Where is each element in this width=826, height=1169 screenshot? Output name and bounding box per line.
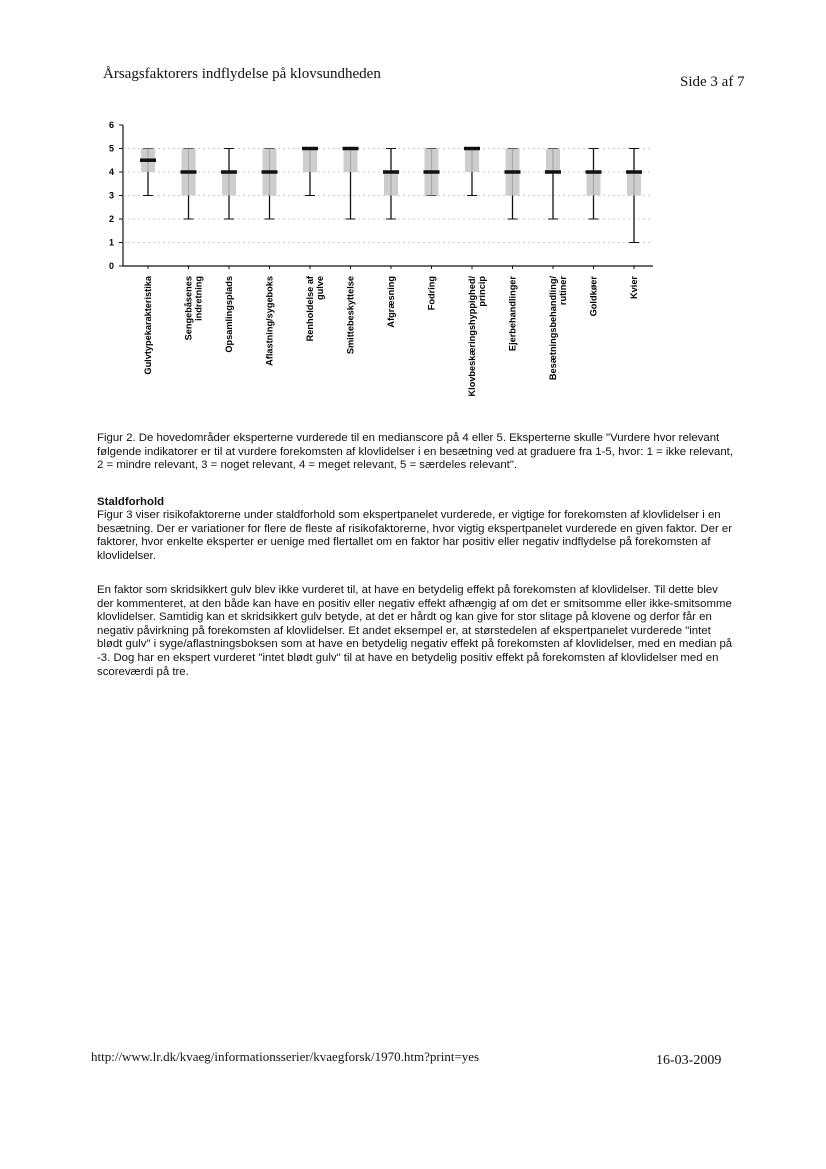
- x-tick-label: [548, 276, 568, 381]
- boxplot-chart: [95, 115, 675, 425]
- x-tick-label: [427, 276, 437, 310]
- box-group: [221, 149, 237, 220]
- x-tick-label-line: Smittebeskyttelse: [345, 276, 356, 355]
- x-tick-label: [305, 275, 325, 341]
- box-group: [464, 149, 480, 196]
- x-tick-label-line: Fodring: [426, 276, 437, 311]
- x-tick-label-line: Klovbeskæringshyppighed/: [467, 276, 477, 397]
- x-tick-label: [265, 276, 275, 366]
- page-number: Side 3 af 7: [680, 74, 745, 90]
- figure-caption: Figur 2. De hovedområder eksperterne vurderede til en medianscore på 4 eller 5. Eksperterne skulle "Vurdere hvor relevant følgende indikatorer er til at vurdere forekomsten af klovlidelser i en besætning ved at graduere fra 1-5, hvor: 1 = ikke relevant, 2 = mindre relevant, 3 = noget relevant, 4 = meget relevant, 5 = særdeles relevant".: [97, 432, 733, 472]
- footer-url: http://www.lr.dk/kvaeg/informationsserier/kvaegforsk/1970.htm?print=yes: [91, 1049, 480, 1064]
- box-group: [383, 149, 399, 220]
- x-tick-label-line: gulve: [315, 276, 325, 300]
- x-tick-label-line: Opsamlingsplads: [224, 276, 234, 353]
- footer-date: 16-03-2009: [656, 1053, 722, 1068]
- box-group: [505, 149, 521, 220]
- box-group: [424, 149, 440, 196]
- x-tick-label-line: Sengebåsenes: [183, 276, 194, 341]
- x-tick-label: [629, 276, 639, 299]
- x-tick-label: [346, 276, 356, 354]
- x-tick-label: [386, 276, 396, 328]
- x-tick-label-line: princip: [477, 276, 487, 307]
- box-group: [586, 149, 602, 220]
- x-tick-label-line: Kvier: [629, 276, 639, 299]
- paragraph-2: En faktor som skridsikkert gulv blev ikke vurderet til, at have en betydelig effekt på forekomsten af klovlidelser. Til dette blev der kommenteret, at den både kan have en positiv eller negativ effekt afhængig af om det er smitsomme eller ikke-smitsomme klovlidelser. Samtidig kan et skridsikkert gulv betyde, at det er hårdt og kan give for stor slitage på klovene og derfor får en negativ påvirkning på forekomsten af klovlidelser. Et andet eksempel er, at størstedelen af ekspertpanelet vurderede "intet blødt gulv" i syge/aflastningsboksen som at have en betydelig negativ effekt på forekomsten af klovlidelser, med en median på -3. Dog har en ekspert vurderet "intet blødt gulv" til at have en betydelig positiv effekt på forekomsten af klovlidelser med en scoreværdi på tre.: [97, 584, 733, 678]
- x-tick-label-line: rutiner: [558, 276, 568, 306]
- x-tick-label-line: Besætningsbehandling/: [548, 276, 558, 381]
- x-tick-label-line: Aflastning/sygeboks: [264, 276, 275, 366]
- document-title: Årsagsfaktorers indflydelse på klovsundheden: [103, 66, 381, 82]
- x-tick-label: [143, 275, 153, 374]
- box-iqr: [546, 149, 560, 173]
- paragraph-1: Figur 3 viser risikofaktorerne under staldforhold som ekspertpanelet vurderede, er vigtige for forekomsten af klovlidelser i en besætning. Der er variationer for flere de fleste af risikofaktorerne, hvor vigtig ekspertpanelet vurderede en given faktor. Der er faktorer, hvor enkelte eksperter er uenige med flertallet om en faktor har positiv eller negativ indflydelse på forekomsten af klovlidelser.: [97, 509, 733, 562]
- box-group: [181, 149, 197, 220]
- chart-category-labels: [143, 275, 639, 396]
- y-tick-label: 3: [108, 190, 114, 201]
- y-tick-label: 1: [108, 237, 114, 248]
- x-tick-label: [508, 276, 518, 351]
- x-tick-label-line: Ejerbehandlinger: [507, 276, 518, 352]
- y-tick-label: 6: [108, 120, 114, 130]
- chart-boxes: [140, 149, 642, 243]
- x-tick-label: [184, 276, 204, 340]
- box-group: [302, 149, 318, 196]
- box-group: [140, 149, 156, 196]
- box-iqr: [344, 149, 358, 173]
- box-group: [262, 149, 278, 220]
- y-tick-label: 5: [108, 143, 114, 154]
- x-tick-label-line: Gulvtypekarakteristika: [143, 276, 153, 375]
- box-iqr: [384, 172, 398, 196]
- y-tick-label: 0: [108, 261, 114, 271]
- section-heading: Staldforhold: [97, 496, 165, 508]
- x-tick-label-line: Afgræsning: [386, 276, 396, 328]
- x-tick-label: [224, 276, 234, 353]
- box-group: [626, 149, 642, 243]
- x-tick-label-line: indretning: [193, 276, 204, 321]
- box-iqr: [587, 172, 601, 196]
- box-iqr: [303, 149, 317, 173]
- box-group: [343, 149, 359, 220]
- box-iqr: [465, 149, 479, 173]
- x-tick-label: [589, 276, 599, 317]
- box-iqr: [627, 172, 641, 196]
- box-iqr: [222, 172, 236, 196]
- y-tick-label: 2: [108, 214, 114, 224]
- box-group: [545, 149, 561, 220]
- x-tick-label: [467, 276, 487, 397]
- x-tick-label-line: Goldkøer: [588, 276, 599, 317]
- x-tick-label-line: Renholdelse af: [305, 276, 315, 342]
- y-tick-label: 4: [108, 167, 114, 177]
